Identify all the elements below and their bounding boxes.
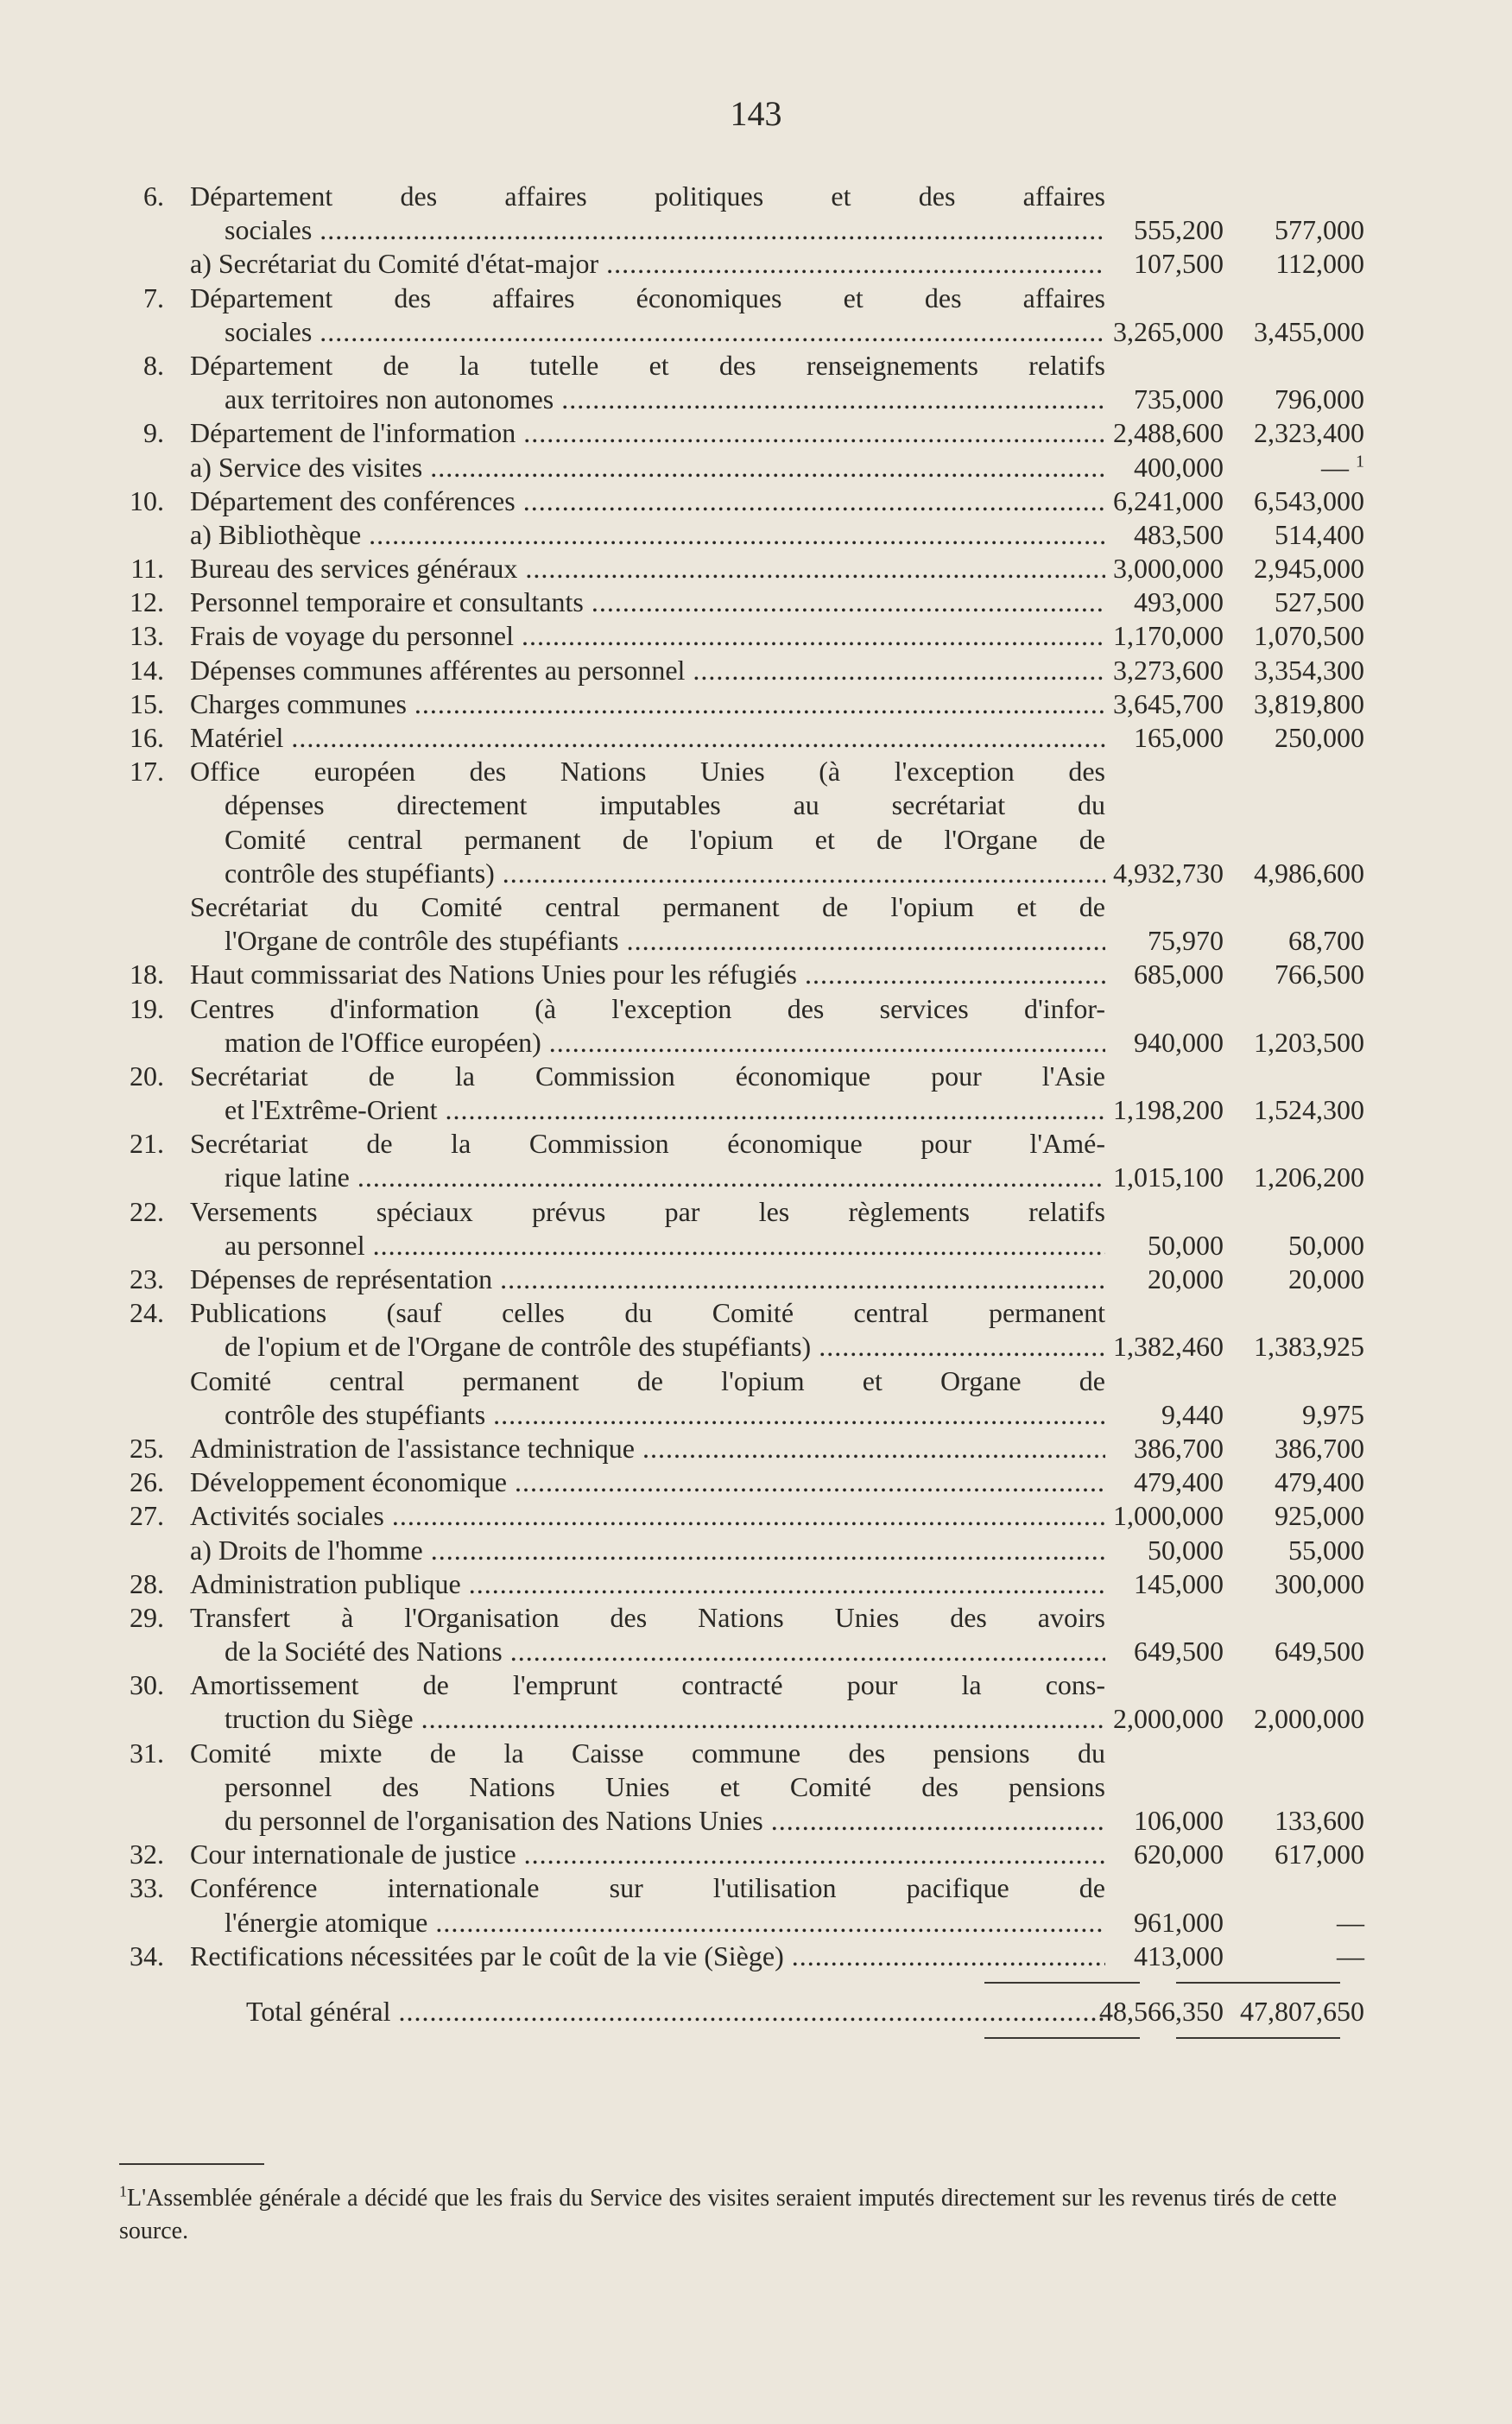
item-label: truction du Siège ..... — [225, 1702, 1105, 1736]
value-1: 1,198,200 — [1113, 1094, 1224, 1126]
budget-row — [112, 1296, 1364, 1364]
row-line — [112, 1702, 1364, 1736]
item-label: Personnel temporaire et consultants ..... — [190, 585, 1105, 619]
row-line — [112, 890, 1364, 924]
item-label: Secrétariat de la Commission économique pour l'Asie — [190, 1060, 1105, 1092]
row-line — [112, 958, 1364, 991]
row-line — [112, 585, 1364, 619]
item-label: contrôle des stupéfiants) ..... — [225, 857, 1105, 890]
value-1: 620,000 — [1134, 1839, 1224, 1870]
row-line — [112, 857, 1364, 890]
value-2-text: 50,000 — [1288, 1229, 1364, 1261]
row-line — [112, 383, 1364, 416]
item-number: 14. — [130, 654, 164, 686]
budget-row — [112, 654, 1364, 687]
item-label: Comité mixte de la Caisse commune des pensions du — [190, 1737, 1105, 1769]
row-line — [112, 1737, 1364, 1770]
item-number: 29. — [130, 1601, 164, 1633]
item-number: 27. — [130, 1500, 164, 1532]
budget-row — [112, 552, 1364, 585]
item-label: sociales ..... — [225, 315, 1105, 349]
budget-row — [112, 1668, 1364, 1736]
row-line — [112, 1940, 1364, 1973]
budget-row — [112, 755, 1364, 890]
row-line — [112, 1635, 1364, 1668]
row-line — [112, 721, 1364, 755]
value-2 — [1275, 1804, 1364, 1838]
value-2-text: — — [1337, 1940, 1364, 1971]
budget-row — [112, 585, 1364, 619]
budget-row — [112, 180, 1364, 247]
value-1: 1,382,460 — [1113, 1331, 1224, 1363]
row-line — [112, 1263, 1364, 1296]
value-2 — [1254, 1161, 1364, 1194]
value-1: 50,000 — [1148, 1229, 1224, 1261]
row-line — [112, 1871, 1364, 1905]
value-2-text: 527,500 — [1275, 586, 1364, 618]
value-1: 145,000 — [1134, 1567, 1224, 1599]
row-line — [112, 788, 1364, 822]
footnote-mark: 1 — [119, 2182, 127, 2200]
value-2 — [1254, 654, 1364, 687]
row-line — [112, 484, 1364, 518]
value-2-text: 796,000 — [1275, 383, 1364, 415]
item-label: Rectifications nécessitées par le coût de la vie (Siège) ..... — [190, 1940, 1105, 1973]
row-line — [112, 1770, 1364, 1804]
item-label: Frais de voyage du personnel ..... — [190, 619, 1105, 653]
value-2 — [1254, 619, 1364, 653]
item-number: 8. — [143, 349, 164, 381]
item-number: 10. — [130, 484, 164, 516]
row-line — [112, 1499, 1364, 1533]
value-2-text: 1,206,200 — [1254, 1161, 1364, 1193]
value-1: 3,265,000 — [1113, 315, 1224, 347]
value-2 — [1254, 857, 1364, 890]
value-1: 1,000,000 — [1113, 1500, 1224, 1532]
value-2 — [1254, 416, 1364, 450]
row-line — [112, 282, 1364, 315]
budget-row — [112, 349, 1364, 416]
row-line — [112, 1567, 1364, 1601]
item-number: 20. — [130, 1060, 164, 1092]
row-line — [112, 1838, 1364, 1871]
item-label: l'Organe de contrôle des stupéfiants ..... — [225, 924, 1105, 958]
value-2-text: 6,543,000 — [1254, 484, 1364, 516]
row-line — [112, 992, 1364, 1026]
value-1: 4,932,730 — [1113, 857, 1224, 889]
item-label: Publications (sauf celles du Comité central permanent — [190, 1297, 1105, 1329]
budget-row — [112, 958, 1364, 991]
item-number: 12. — [130, 586, 164, 618]
item-label: Versements spéciaux prévus par les règlements relatifs — [190, 1195, 1105, 1227]
item-label: du personnel de l'organisation des Nations Unies ..... — [225, 1804, 1105, 1838]
row-line — [112, 349, 1364, 383]
item-label: et l'Extrême-Orient ..... — [225, 1093, 1105, 1127]
value-2-text: 250,000 — [1275, 722, 1364, 753]
item-label: Développement économique ..... — [190, 1465, 1105, 1499]
budget-row — [112, 416, 1364, 450]
value-2 — [1302, 1398, 1364, 1432]
item-label: aux territoires non autonomes ..... — [225, 383, 1105, 416]
item-label: Matériel ..... — [190, 721, 1105, 755]
value-2 — [1275, 383, 1364, 416]
total-label: Total général ..... — [246, 1992, 1105, 2030]
item-label: Transfert à l'Organisation des Nations Unies des avoirs — [190, 1601, 1105, 1633]
row-line — [112, 1026, 1364, 1060]
row-line — [112, 924, 1364, 958]
value-1: 413,000 — [1134, 1940, 1224, 1971]
row-line — [112, 451, 1364, 484]
value-2 — [1275, 1465, 1364, 1499]
value-1: 400,000 — [1134, 451, 1224, 483]
budget-row — [112, 1567, 1364, 1601]
row-line — [112, 1804, 1364, 1838]
row-line — [112, 1195, 1364, 1229]
item-number: 18. — [130, 959, 164, 990]
value-2 — [1288, 1263, 1364, 1296]
value-1: 50,000 — [1148, 1534, 1224, 1566]
value-2-text: 617,000 — [1275, 1839, 1364, 1870]
item-number: 7. — [143, 282, 164, 313]
row-line — [112, 1601, 1364, 1635]
row-line — [112, 1432, 1364, 1465]
item-label: personnel des Nations Unies et Comité des pensions — [225, 1770, 1105, 1802]
item-number: 17. — [130, 756, 164, 788]
item-label: Activités sociales ..... — [190, 1499, 1105, 1533]
value-2-text: 577,000 — [1275, 214, 1364, 246]
total-row — [112, 1992, 1364, 2030]
budget-row — [112, 992, 1364, 1060]
item-label: Comité central permanent de l'opium et de l'Organe de — [225, 823, 1105, 855]
item-number: 6. — [143, 180, 164, 212]
value-2 — [1275, 585, 1364, 619]
row-line — [112, 1465, 1364, 1499]
value-2-text: 112,000 — [1275, 248, 1364, 280]
value-2 — [1254, 1702, 1364, 1736]
item-number: 23. — [130, 1263, 164, 1294]
value-2-text: 1,070,500 — [1254, 620, 1364, 652]
item-label: Amortissement de l'emprunt contracté pour la cons- — [190, 1669, 1105, 1701]
total-rule-top-2 — [1176, 1982, 1340, 1984]
item-number: 28. — [130, 1567, 164, 1599]
row-line — [112, 1534, 1364, 1567]
row-line — [112, 213, 1364, 247]
item-label: Département de la tutelle et des renseignements relatifs — [190, 349, 1105, 381]
value-2 — [1275, 1432, 1364, 1465]
total-line — [112, 1992, 1364, 2030]
value-1: 165,000 — [1134, 722, 1224, 753]
value-1: 649,500 — [1134, 1636, 1224, 1668]
item-label: a) Service des visites ..... — [190, 451, 1105, 484]
budget-row — [112, 890, 1364, 958]
row-line — [112, 687, 1364, 721]
budget-table — [112, 180, 1364, 2030]
budget-row — [112, 1838, 1364, 1871]
budget-row — [112, 721, 1364, 755]
value-2 — [1337, 1906, 1364, 1940]
item-number: 21. — [130, 1128, 164, 1160]
value-1: 20,000 — [1148, 1263, 1224, 1294]
total-rule-bottom-1 — [984, 2037, 1140, 2039]
item-number: 34. — [130, 1940, 164, 1971]
item-label: Département de l'information ..... — [190, 416, 1105, 450]
value-2-text: 514,400 — [1275, 518, 1364, 550]
value-2-text: 3,354,300 — [1254, 654, 1364, 686]
item-number: 22. — [130, 1195, 164, 1227]
budget-row — [112, 1465, 1364, 1499]
value-2 — [1275, 721, 1364, 755]
footnote-text: L'Assemblée générale a décidé que les frais du Service des visites seraient imputés directement sur les revenus tirés de cette source. — [119, 2185, 1337, 2244]
value-2 — [1275, 247, 1364, 281]
budget-row — [112, 1871, 1364, 1939]
value-1: 735,000 — [1134, 383, 1224, 415]
item-number: 9. — [143, 417, 164, 449]
value-2-text: 649,500 — [1275, 1636, 1364, 1668]
value-2-text: 479,400 — [1275, 1466, 1364, 1498]
value-2-text: 2,000,000 — [1254, 1703, 1364, 1735]
row-line — [112, 1398, 1364, 1432]
footnote-ref: 1 — [1356, 451, 1364, 471]
item-number: 19. — [130, 992, 164, 1024]
budget-row — [112, 247, 1364, 281]
item-label: de la Société des Nations ..... — [225, 1635, 1105, 1668]
row-line — [112, 1330, 1364, 1364]
budget-row — [112, 1195, 1364, 1263]
value-2-text: 3,455,000 — [1254, 315, 1364, 347]
value-1: 483,500 — [1134, 518, 1224, 550]
item-label: a) Droits de l'homme ..... — [190, 1534, 1105, 1567]
row-line — [112, 1668, 1364, 1702]
value-2 — [1254, 1026, 1364, 1060]
item-number: 30. — [130, 1669, 164, 1701]
budget-row — [112, 282, 1364, 349]
row-line — [112, 619, 1364, 653]
value-2-text: — — [1321, 451, 1349, 483]
budget-row — [112, 1364, 1364, 1432]
row-line — [112, 1229, 1364, 1263]
budget-row — [112, 1940, 1364, 1973]
value-2-text: 300,000 — [1275, 1567, 1364, 1599]
item-label: Département des conférences ..... — [190, 484, 1105, 518]
value-2-text: 1,524,300 — [1254, 1094, 1364, 1126]
total-value-1: 48,566,350 — [1099, 1995, 1224, 2027]
item-label: contrôle des stupéfiants ..... — [225, 1398, 1105, 1432]
value-1: 107,500 — [1134, 248, 1224, 280]
value-2 — [1275, 1838, 1364, 1871]
budget-row — [112, 619, 1364, 653]
value-2 — [1275, 1499, 1364, 1533]
row-line — [112, 1906, 1364, 1940]
value-1: 685,000 — [1134, 959, 1224, 990]
item-label: sociales ..... — [225, 213, 1105, 247]
item-label: rique latine ..... — [225, 1161, 1105, 1194]
row-line — [112, 1161, 1364, 1194]
value-2-text: 55,000 — [1288, 1534, 1364, 1566]
footnote — [119, 2182, 1337, 2248]
row-line — [112, 1364, 1364, 1398]
item-label: dépenses directement imputables au secrétariat du — [225, 789, 1105, 821]
item-label: Comité central permanent de l'opium et Organe de — [190, 1364, 1105, 1396]
row-line — [112, 823, 1364, 857]
total-value-2: 47,807,650 — [1240, 1995, 1364, 2027]
item-label: a) Bibliothèque ..... — [190, 518, 1105, 552]
value-2 — [1254, 315, 1364, 349]
row-line — [112, 552, 1364, 585]
value-2 — [1275, 213, 1364, 247]
value-2-text: 766,500 — [1275, 959, 1364, 990]
value-2-text: 1,383,925 — [1254, 1331, 1364, 1363]
value-1: 940,000 — [1134, 1026, 1224, 1058]
value-2 — [1275, 518, 1364, 552]
value-2 — [1275, 1567, 1364, 1601]
value-2-text: 925,000 — [1275, 1500, 1364, 1532]
value-1: 2,000,000 — [1113, 1703, 1224, 1735]
item-label: Dépenses de représentation ..... — [190, 1263, 1105, 1296]
value-2-text: — — [1337, 1906, 1364, 1938]
item-number: 11. — [130, 553, 164, 585]
budget-row — [112, 1737, 1364, 1839]
item-label: Administration de l'assistance technique ..... — [190, 1432, 1105, 1465]
value-1: 2,488,600 — [1113, 417, 1224, 449]
value-2 — [1288, 1534, 1364, 1567]
budget-row — [112, 687, 1364, 721]
value-1: 479,400 — [1134, 1466, 1224, 1498]
value-2-text: 3,819,800 — [1254, 687, 1364, 719]
item-number: 13. — [130, 620, 164, 652]
value-2 — [1288, 1229, 1364, 1263]
value-1: 961,000 — [1134, 1906, 1224, 1938]
item-number: 26. — [130, 1466, 164, 1498]
row-line — [112, 315, 1364, 349]
item-number: 15. — [130, 687, 164, 719]
budget-row — [112, 451, 1364, 484]
value-1: 555,200 — [1134, 214, 1224, 246]
total-rule-top-1 — [984, 1982, 1140, 1984]
budget-row — [112, 1432, 1364, 1465]
item-label: Département des affaires politiques et des affaires — [190, 180, 1105, 212]
item-label: Charges communes ..... — [190, 687, 1105, 721]
item-number: 31. — [130, 1737, 164, 1769]
value-1: 1,170,000 — [1113, 620, 1224, 652]
value-1: 1,015,100 — [1113, 1161, 1224, 1193]
item-label: Administration publique ..... — [190, 1567, 1105, 1601]
value-2 — [1254, 1093, 1364, 1127]
item-number: 24. — [130, 1297, 164, 1329]
budget-row — [112, 1263, 1364, 1296]
item-label: Secrétariat du Comité central permanent de l'opium et de — [190, 890, 1105, 922]
value-2-text: 2,323,400 — [1254, 417, 1364, 449]
item-label: Bureau des services généraux ..... — [190, 552, 1105, 585]
item-label: de l'opium et de l'Organe de contrôle des stupéfiants) ..... — [225, 1330, 1105, 1364]
value-2-text: 1,203,500 — [1254, 1026, 1364, 1058]
item-label: a) Secrétariat du Comité d'état-major ..... — [190, 247, 1105, 281]
budget-row — [112, 518, 1364, 552]
value-1: 3,000,000 — [1113, 553, 1224, 585]
item-number: 25. — [130, 1432, 164, 1464]
value-2 — [1254, 687, 1364, 721]
value-1: 3,273,600 — [1113, 654, 1224, 686]
row-line — [112, 180, 1364, 213]
row-line — [112, 1060, 1364, 1093]
item-number: 16. — [130, 722, 164, 753]
row-line — [112, 654, 1364, 687]
budget-row — [112, 484, 1364, 518]
value-2 — [1275, 1635, 1364, 1668]
value-1: 386,700 — [1134, 1432, 1224, 1464]
page-number: 143 — [730, 94, 782, 133]
value-1: 493,000 — [1134, 586, 1224, 618]
row-line — [112, 247, 1364, 281]
item-label: Dépenses communes afférentes au personnel ..... — [190, 654, 1105, 687]
value-2 — [1321, 451, 1364, 484]
item-label: Cour internationale de justice ..... — [190, 1838, 1105, 1871]
value-2 — [1254, 484, 1364, 518]
value-2 — [1288, 924, 1364, 958]
row-line — [112, 1093, 1364, 1127]
value-2 — [1337, 1940, 1364, 1973]
row-line — [112, 416, 1364, 450]
value-2-text: 68,700 — [1288, 925, 1364, 957]
value-2-text: 4,986,600 — [1254, 857, 1364, 889]
item-label: Secrétariat de la Commission économique pour l'Amé- — [190, 1128, 1105, 1160]
value-2 — [1275, 958, 1364, 991]
item-number: 32. — [130, 1839, 164, 1870]
item-number: 33. — [130, 1872, 164, 1904]
row-line — [112, 1296, 1364, 1330]
item-label: Haut commissariat des Nations Unies pour les réfugiés ..... — [190, 958, 1105, 991]
value-1: 3,645,700 — [1113, 687, 1224, 719]
value-2 — [1254, 1330, 1364, 1364]
budget-row — [112, 1534, 1364, 1567]
item-label: mation de l'Office européen) ..... — [225, 1026, 1105, 1060]
footnote-rule — [119, 2163, 264, 2165]
item-label: Conférence internationale sur l'utilisation pacifique de — [190, 1872, 1105, 1904]
value-2-text: 2,945,000 — [1254, 553, 1364, 585]
item-label: Centres d'information (à l'exception des services d'infor- — [190, 992, 1105, 1024]
item-label: Office européen des Nations Unies (à l'exception des — [190, 756, 1105, 788]
budget-row — [112, 1499, 1364, 1533]
budget-row — [112, 1060, 1364, 1127]
total-rule-bottom-2 — [1176, 2037, 1340, 2039]
item-label: au personnel ..... — [225, 1229, 1105, 1263]
item-label: Département des affaires économiques et des affaires — [190, 282, 1105, 313]
budget-row — [112, 1601, 1364, 1668]
value-2 — [1254, 552, 1364, 585]
row-line — [112, 1127, 1364, 1161]
budget-row — [112, 1127, 1364, 1194]
value-2-text: 20,000 — [1288, 1263, 1364, 1294]
item-label: l'énergie atomique ..... — [225, 1906, 1105, 1940]
value-2-text: 386,700 — [1275, 1432, 1364, 1464]
value-1: 6,241,000 — [1113, 484, 1224, 516]
value-2-text: 9,975 — [1302, 1398, 1364, 1430]
value-1: 75,970 — [1148, 925, 1224, 957]
value-1: 106,000 — [1134, 1805, 1224, 1836]
row-line — [112, 518, 1364, 552]
row-line — [112, 755, 1364, 788]
value-2-text: 133,600 — [1275, 1805, 1364, 1836]
value-1: 9,440 — [1161, 1398, 1224, 1430]
